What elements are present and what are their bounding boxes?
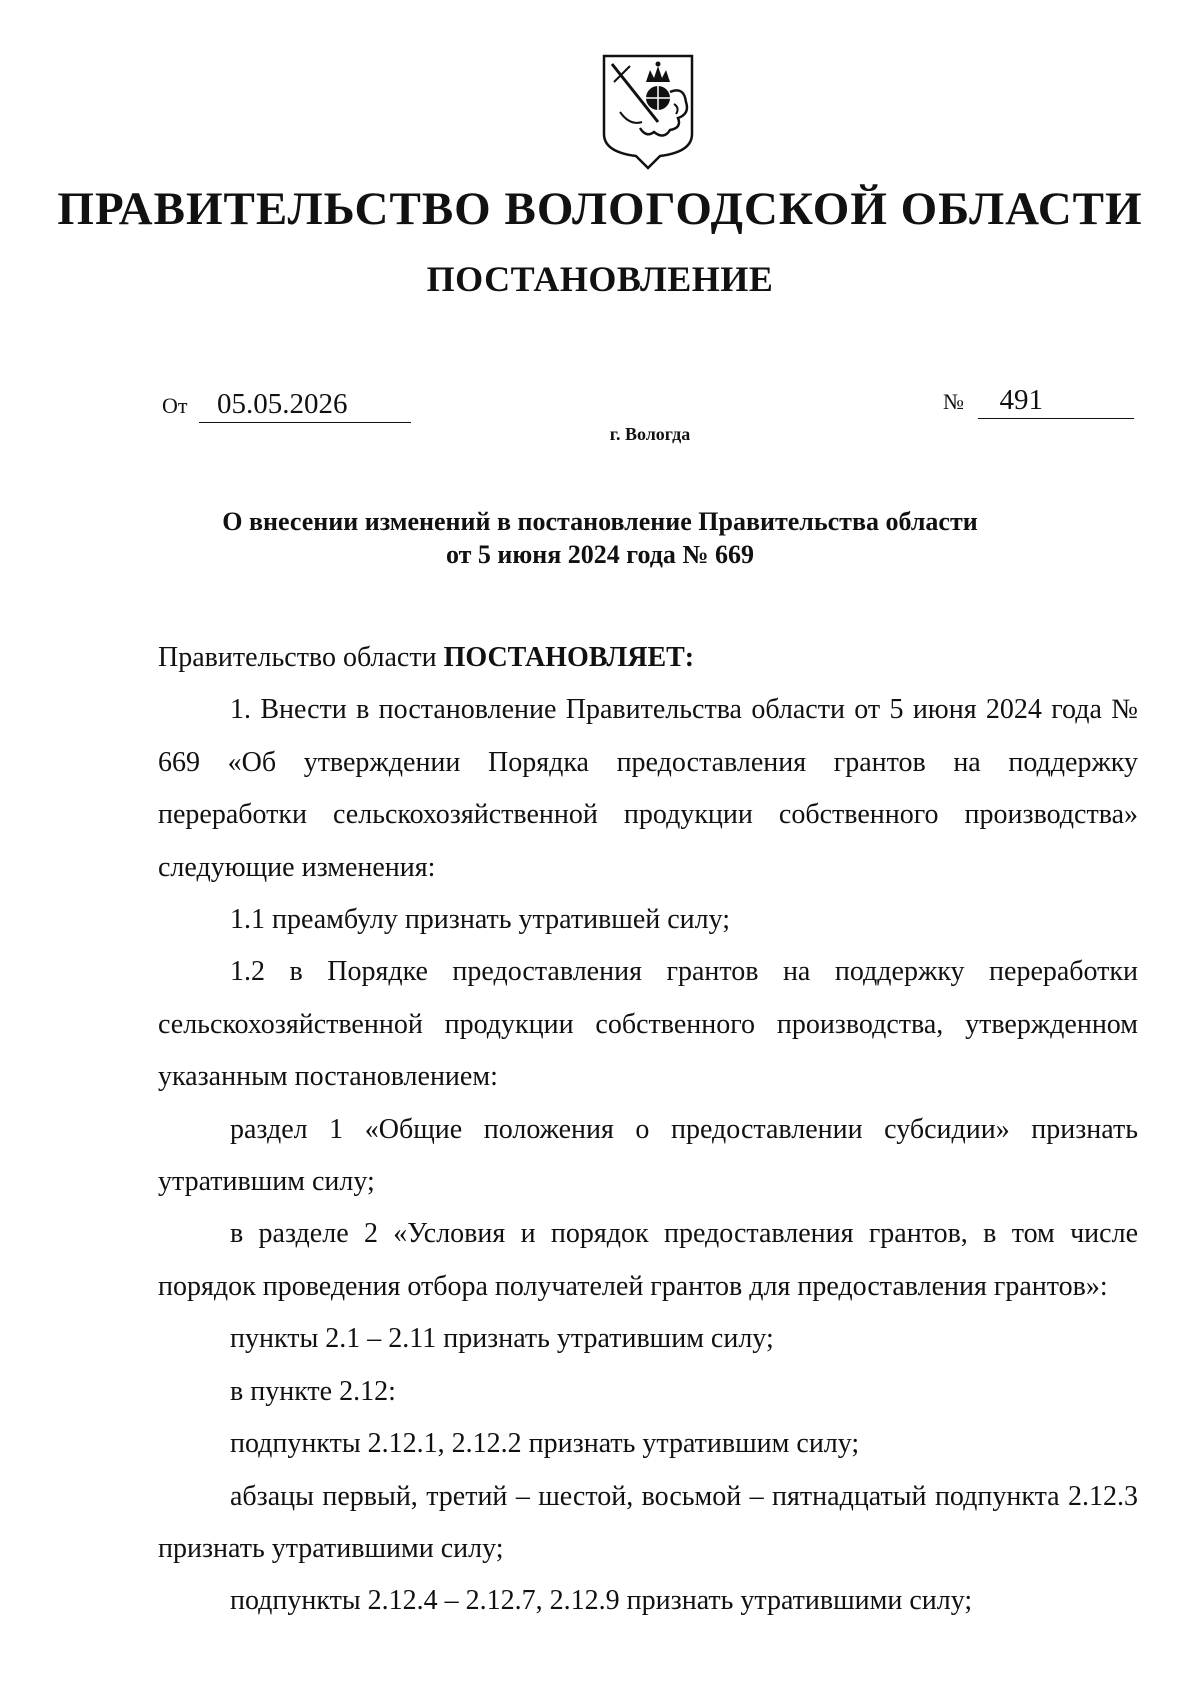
intro-text: Правительство области xyxy=(158,642,444,673)
document-type: ПОСТАНОВЛЕНИЕ xyxy=(426,259,774,299)
subject-line-1: О внесении изменений в постановление Правительства области xyxy=(222,507,978,536)
intro-paragraph xyxy=(158,632,1138,684)
vologda-coat-of-arms-icon xyxy=(600,52,696,170)
intro-resolves: ПОСТАНОВЛЯЕТ: xyxy=(443,642,695,673)
document-date: 05.05.2026 xyxy=(199,386,411,423)
body-paragraph: 1.1 преамбулу признать утратившей силу; xyxy=(230,904,731,936)
government-title: ПРАВИТЕЛЬСТВО ВОЛОГОДСКОЙ ОБЛАСТИ xyxy=(57,183,1143,235)
subject-line-2: от 5 июня 2024 года № 669 xyxy=(445,540,754,569)
body-paragraph: в разделе 2 «Условия и порядок предоставления грантов, в том числе порядок проведения отбора получателей грантов для предоставления грантов»: xyxy=(158,1218,1138,1302)
date-prefix: От xyxy=(162,393,188,418)
body-paragraph: в пункте 2.12: xyxy=(230,1375,396,1407)
number-prefix: № xyxy=(943,389,964,414)
document-number-row xyxy=(943,382,1134,419)
body-paragraph: раздел 1 «Общие положения о предоставлении субсидии» признать утратившим силу; xyxy=(158,1113,1138,1198)
document-body xyxy=(158,632,1138,1628)
body-paragraph: 1.2 в Порядке предоставления грантов на поддержку переработки сельскохозяйственной продукции собственного производства, утвержденном указанным постановлением: xyxy=(158,956,1138,1093)
document-subject xyxy=(150,505,1050,571)
body-paragraph: пункты 2.1 – 2.11 признать утратившим силу; xyxy=(230,1323,774,1355)
document-date-row xyxy=(162,386,411,423)
body-paragraph: подпункты 2.12.1, 2.12.2 признать утратившим силу; xyxy=(230,1428,860,1460)
body-paragraph: подпункты 2.12.4 – 2.12.7, 2.12.9 признать утратившими силу; xyxy=(230,1585,973,1617)
city: г. Вологда xyxy=(609,424,691,444)
document-number: 491 xyxy=(978,382,1134,419)
body-paragraph: 1. Внести в постановление Правительства области от 5 июня 2024 года № 669 «Об утверждении Порядка предоставления грантов на поддержку переработки сельскохозяйственной продукции собственного производства» следующие изменения: xyxy=(158,694,1138,883)
body-paragraph: абзацы первый, третий – шестой, восьмой – пятнадцатый подпункта 2.12.3 признать утратившими силу; xyxy=(158,1480,1138,1564)
